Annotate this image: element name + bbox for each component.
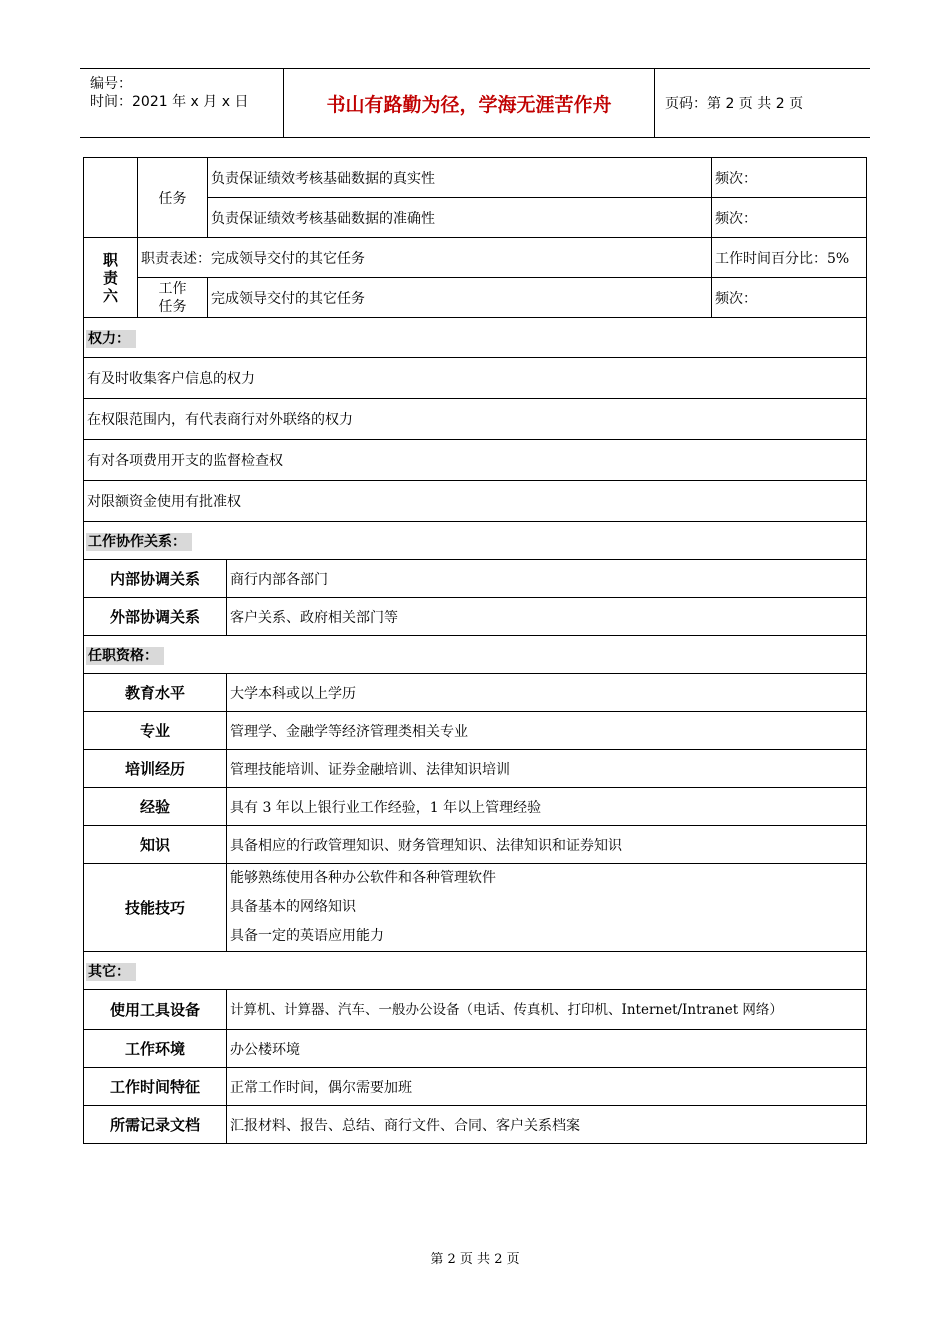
row-label: 技能技巧 bbox=[84, 864, 227, 952]
row-value: 管理学、金融学等经济管理类相关专业 bbox=[227, 712, 867, 750]
table-row bbox=[84, 826, 867, 864]
row-value: 商行内部各部门 bbox=[227, 560, 867, 598]
row-value: 具有 3 年以上银行业工作经验，1 年以上管理经验 bbox=[227, 788, 867, 826]
row-label: 内部协调关系 bbox=[84, 560, 227, 598]
motto: 书山有路勤为径，学海无涯苦作舟 bbox=[284, 69, 655, 137]
row-label: 外部协调关系 bbox=[84, 598, 227, 636]
frequency-label: 频次： bbox=[712, 158, 867, 198]
job-description-table bbox=[83, 157, 867, 1144]
cooperation-header-row bbox=[84, 522, 867, 560]
page-info: 页码：第 2 页 共 2 页 bbox=[665, 96, 804, 112]
work-task-label: 工作 任务 bbox=[138, 278, 208, 318]
table-row bbox=[84, 712, 867, 750]
row-value: 大学本科或以上学历 bbox=[227, 674, 867, 712]
duty-blank-cell bbox=[84, 158, 138, 238]
duty6-description: 职责表述：完成领导交付的其它任务 bbox=[138, 238, 712, 278]
authority-title: 权力： bbox=[86, 330, 136, 348]
table-row bbox=[84, 990, 867, 1030]
row-label: 使用工具设备 bbox=[84, 990, 227, 1030]
row-value: 汇报材料、报告、总结、商行文件、合同、客户关系档案 bbox=[227, 1106, 867, 1144]
duty6-task-row bbox=[84, 278, 867, 318]
other-title: 其它： bbox=[86, 963, 136, 981]
authority-item: 有对各项费用开支的监督检查权 bbox=[84, 440, 867, 481]
skills-cell bbox=[227, 864, 867, 952]
task-text: 完成领导交付的其它任务 bbox=[208, 278, 712, 318]
skill-item: 具备基本的网络知识 bbox=[230, 899, 356, 915]
header-meta bbox=[80, 69, 284, 137]
list-item bbox=[84, 358, 867, 399]
row-label: 知识 bbox=[84, 826, 227, 864]
row-value: 正常工作时间，偶尔需要加班 bbox=[227, 1068, 867, 1106]
row-label: 教育水平 bbox=[84, 674, 227, 712]
row-label: 工作环境 bbox=[84, 1030, 227, 1068]
duty6-label: 职 责 六 bbox=[84, 238, 138, 318]
table-row bbox=[84, 1068, 867, 1106]
row-label: 工作时间特征 bbox=[84, 1068, 227, 1106]
frequency-label: 频次： bbox=[712, 278, 867, 318]
page-footer: 第 2 页 共 2 页 bbox=[430, 1252, 520, 1267]
row-value: 计算机、计算器、汽车、一般办公设备（电话、传真机、打印机、Internet/Intranet 网络） bbox=[227, 990, 867, 1030]
task-label: 任务 bbox=[138, 158, 208, 238]
number-label: 编号： bbox=[90, 76, 132, 92]
page-header bbox=[80, 68, 870, 138]
table-row bbox=[84, 864, 867, 952]
list-item bbox=[84, 399, 867, 440]
table-row bbox=[84, 560, 867, 598]
table-row bbox=[84, 788, 867, 826]
row-label: 经验 bbox=[84, 788, 227, 826]
cooperation-title: 工作协作关系： bbox=[86, 533, 192, 551]
row-value: 管理技能培训、证券金融培训、法律知识培训 bbox=[227, 750, 867, 788]
row-label: 培训经历 bbox=[84, 750, 227, 788]
duty6-percentage: 工作时间百分比：5% bbox=[712, 238, 867, 278]
table-row bbox=[84, 598, 867, 636]
table-row bbox=[84, 750, 867, 788]
task-row-1 bbox=[84, 158, 867, 198]
skill-item: 能够熟练使用各种办公软件和各种管理软件 bbox=[230, 870, 496, 886]
task-text: 负责保证绩效考核基础数据的真实性 bbox=[208, 158, 712, 198]
row-value: 具备相应的行政管理知识、财务管理知识、法律知识和证券知识 bbox=[227, 826, 867, 864]
task-text: 负责保证绩效考核基础数据的准确性 bbox=[208, 198, 712, 238]
table-row bbox=[84, 1030, 867, 1068]
authority-item: 有及时收集客户信息的权力 bbox=[84, 358, 867, 399]
authority-item: 对限额资金使用有批准权 bbox=[84, 481, 867, 522]
authority-item: 在权限范围内，有代表商行对外联络的权力 bbox=[84, 399, 867, 440]
time-label: 时间：2021 年 x 月 x 日 bbox=[90, 94, 249, 110]
list-item bbox=[84, 481, 867, 522]
row-label: 所需记录文档 bbox=[84, 1106, 227, 1144]
table-row bbox=[84, 674, 867, 712]
row-label: 专业 bbox=[84, 712, 227, 750]
authority-header-row bbox=[84, 318, 867, 358]
row-value: 办公楼环境 bbox=[227, 1030, 867, 1068]
skill-item: 具备一定的英语应用能力 bbox=[230, 928, 384, 944]
row-value: 客户关系、政府相关部门等 bbox=[227, 598, 867, 636]
other-header-row bbox=[84, 952, 867, 990]
table-row bbox=[84, 1106, 867, 1144]
frequency-label: 频次： bbox=[712, 198, 867, 238]
qualification-header-row bbox=[84, 636, 867, 674]
duty6-desc-row bbox=[84, 238, 867, 278]
qualification-title: 任职资格： bbox=[86, 647, 164, 665]
list-item bbox=[84, 440, 867, 481]
